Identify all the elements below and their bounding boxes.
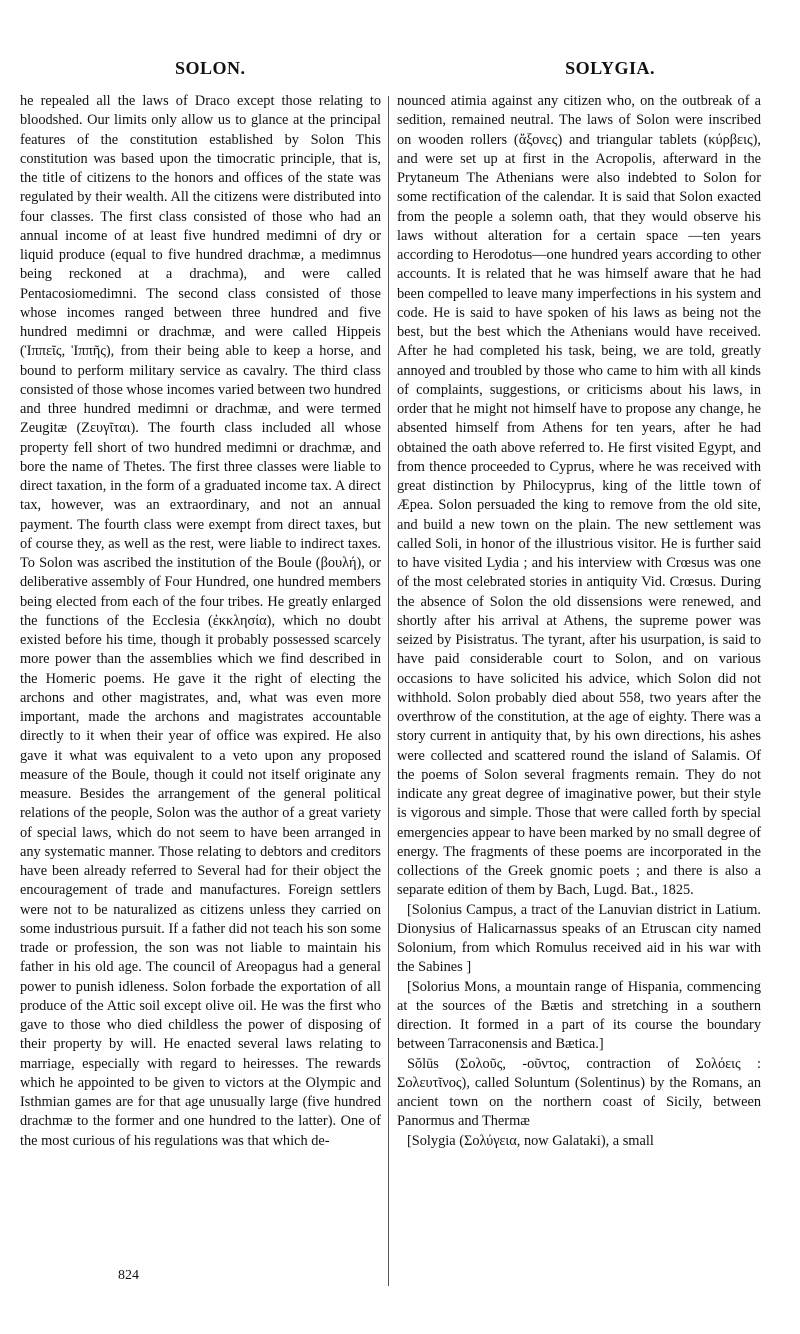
header-right: SOLYGIA. <box>565 58 655 78</box>
entry-solorius-mons: [Solorius Mons, a mountain range of Hispania, commencing at the sources of the Bætis and stretching in a southern direction. It formed in a part of its course the boundary between Tarraconensis and Bætica.] <box>397 978 761 1053</box>
right-column <box>397 92 761 1151</box>
column-divider <box>388 96 389 1286</box>
left-column <box>20 92 381 1151</box>
page-number: 824 <box>118 1268 139 1283</box>
entry-solus: Sŏlūs (Σολοῦς, -οῦντος, contraction of Σολόεις : Σολευτῖνος), called Soluntum (Solentinus) by the Romans, an ancient town on the northern coast of Sicily, between Panormus and Thermæ <box>397 1055 761 1130</box>
entry-solonius-campus: [Solonius Campus, a tract of the Lanuvian district in Latium. Dionysius of Halicarnassus speaks of an Etruscan city named Solonium, from which Romulus received aid in his war with the Sabines ] <box>397 901 761 976</box>
running-header <box>0 58 800 88</box>
left-paragraph: he repealed all the laws of Draco except those relating to bloodshed. Our limits only allow us to glance at the principal features of the constitution established by Solon This constitution was based upon the timocratic principle, that is, the title of citizens to the honors and offices of the state was regulated by their wealth. All the citizens were distributed into four classes. The first class consisted of those who had an annual income of at least five hundred medimni of dry or liquid produce (equal to five hundred drachmæ, a medimnus being reckoned at a drachma), and were called Pentacosiomedimni. The second class consisted of those whose incomes ranged between three hundred and five hundred medimni or drachmæ, and were called Hippeis (Ἱππεῖς, Ἱππῆς), from their being able to keep a horse, and bound to perform military service as cavalry. The third class consisted of those whose incomes varied between two hundred and three hundred medimni or drachmæ, and were termed Zeugitæ (Ζευγῖται). The fourth class included all whose property fell short of two hundred medimni or drachmæ, and bore the name of Thetes. The first three classes were liable to direct taxation, in the form of a graduated income tax. A direct tax, however, was an extraordinary, and not an annual payment. The fourth class were exempt from direct taxes, but of course they, as well as the rest, were liable to indirect taxes. To Solon was ascribed the institution of the Boule (βουλή), or deliberative assembly of Four Hundred, one hundred members being elected from each of the four tribes. He greatly enlarged the functions of the Ecclesia (ἐκκλησία), which no doubt existed before his time, though it probably possessed scarcely more power than the assemblies which we find described in the Homeric poems. He gave it the right of electing the archons and other magistrates, and, what was even more important, made the archons and magistrates accountable directly to it when their year of office was expired. He also gave it what was equivalent to a veto upon any proposed measure of the Boule, though it could not itself originate any measure. Besides the arrangement of the general political relations of the people, Solon was the author of a great variety of special laws, which do not seem to have been arranged in any systematic manner. Those relating to debtors and creditors have been already referred to Several had for their object the encouragement of trade and manufactures. Foreign settlers were not to be naturalized as citizens unless they carried on some industrious pursuit. If a father did not teach his son some trade or profession, the son was not liable to maintain his father in his old age. The council of Areopagus had a general power to punish idleness. Solon forbade the exportation of all produce of the Attic soil except olive oil. He was the first who gave to those who died childless the power of disposing of their property by will. He enacted several laws relating to marriage, especially with regard to heiresses. The rewards which he appointed to be given to victors at the Olympic and Isthmian games are for that age unusually large (five hundred drachmæ to the former and one hundred to the latter). One of the most curious of his regulations was that which de- <box>20 93 381 1149</box>
right-paragraph-solon: nounced atimia against any citizen who, on the outbreak of a sedition, remained neutral. The laws of Solon were inscribed on wooden rollers (ἄξονες) and triangular tablets (κύρβεις), and were set up at first in the Acropolis, afterward in the Prytaneum The Athenians were also indebted to Solon for some rectification of the calendar. It is said that Solon exacted from the people a solemn oath, that they would observe his laws without alteration for a certain space —ten years according to Herodotus—one hundred years according to other accounts. It is related that he was himself aware that he had been compelled to leave many imperfections in his system and code. He is said to have spoken of his laws as being not the best, but the best which the Athenians would have received. After he had completed his task, being, we are told, greatly annoyed and troubled by those who came to him with all kinds of complaints, suggestions, or criticisms about his laws, in order that he might not himself have to propose any change, he absented himself from Athens for ten years, after he had obtained the oath above referred to. He first visited Egypt, and from thence proceeded to Cyprus, where he was received with great distinction by Philocyprus, king of the little town of Æpea. Solon persuaded the king to remove from the old site, and build a new town on the plain. The new settlement was called Soli, in honor of the illustrious visitor. He is further said to have visited Lydia ; and his interview with Crœsus was one of the most celebrated stories in antiquity Vid. Crœsus. During the absence of Solon the old dissensions were renewed, and shortly after his arrival at Athens, the supreme power was seized by Pisistratus. The tyrant, after his usurpation, is said to have paid considerable court to Solon, and on various occasions to have solicited his advice, which Solon did not withhold. Solon probably died about 558, two years after the overthrow of the constitution, at the age of eighty. There was a story current in antiquity that, by his own directions, his ashes were collected and scattered round the island of Salamis. Of the poems of Solon several fragments remain. They do not indicate any great degree of imaginative power, but their style is vigorous and simple. Those that were called forth by special emergencies appear to have been marked by no small degree of energy. The fragments of these poems are incorporated in the collections of the Greek gnomic poets ; and there is also a separate edition of them by Bach, Lugd. Bat., 1825. <box>397 93 761 899</box>
entry-solygia: [Solygia (Σολύγεια, now Galataki), a small <box>407 1132 654 1149</box>
header-left: SOLON. <box>175 58 246 78</box>
